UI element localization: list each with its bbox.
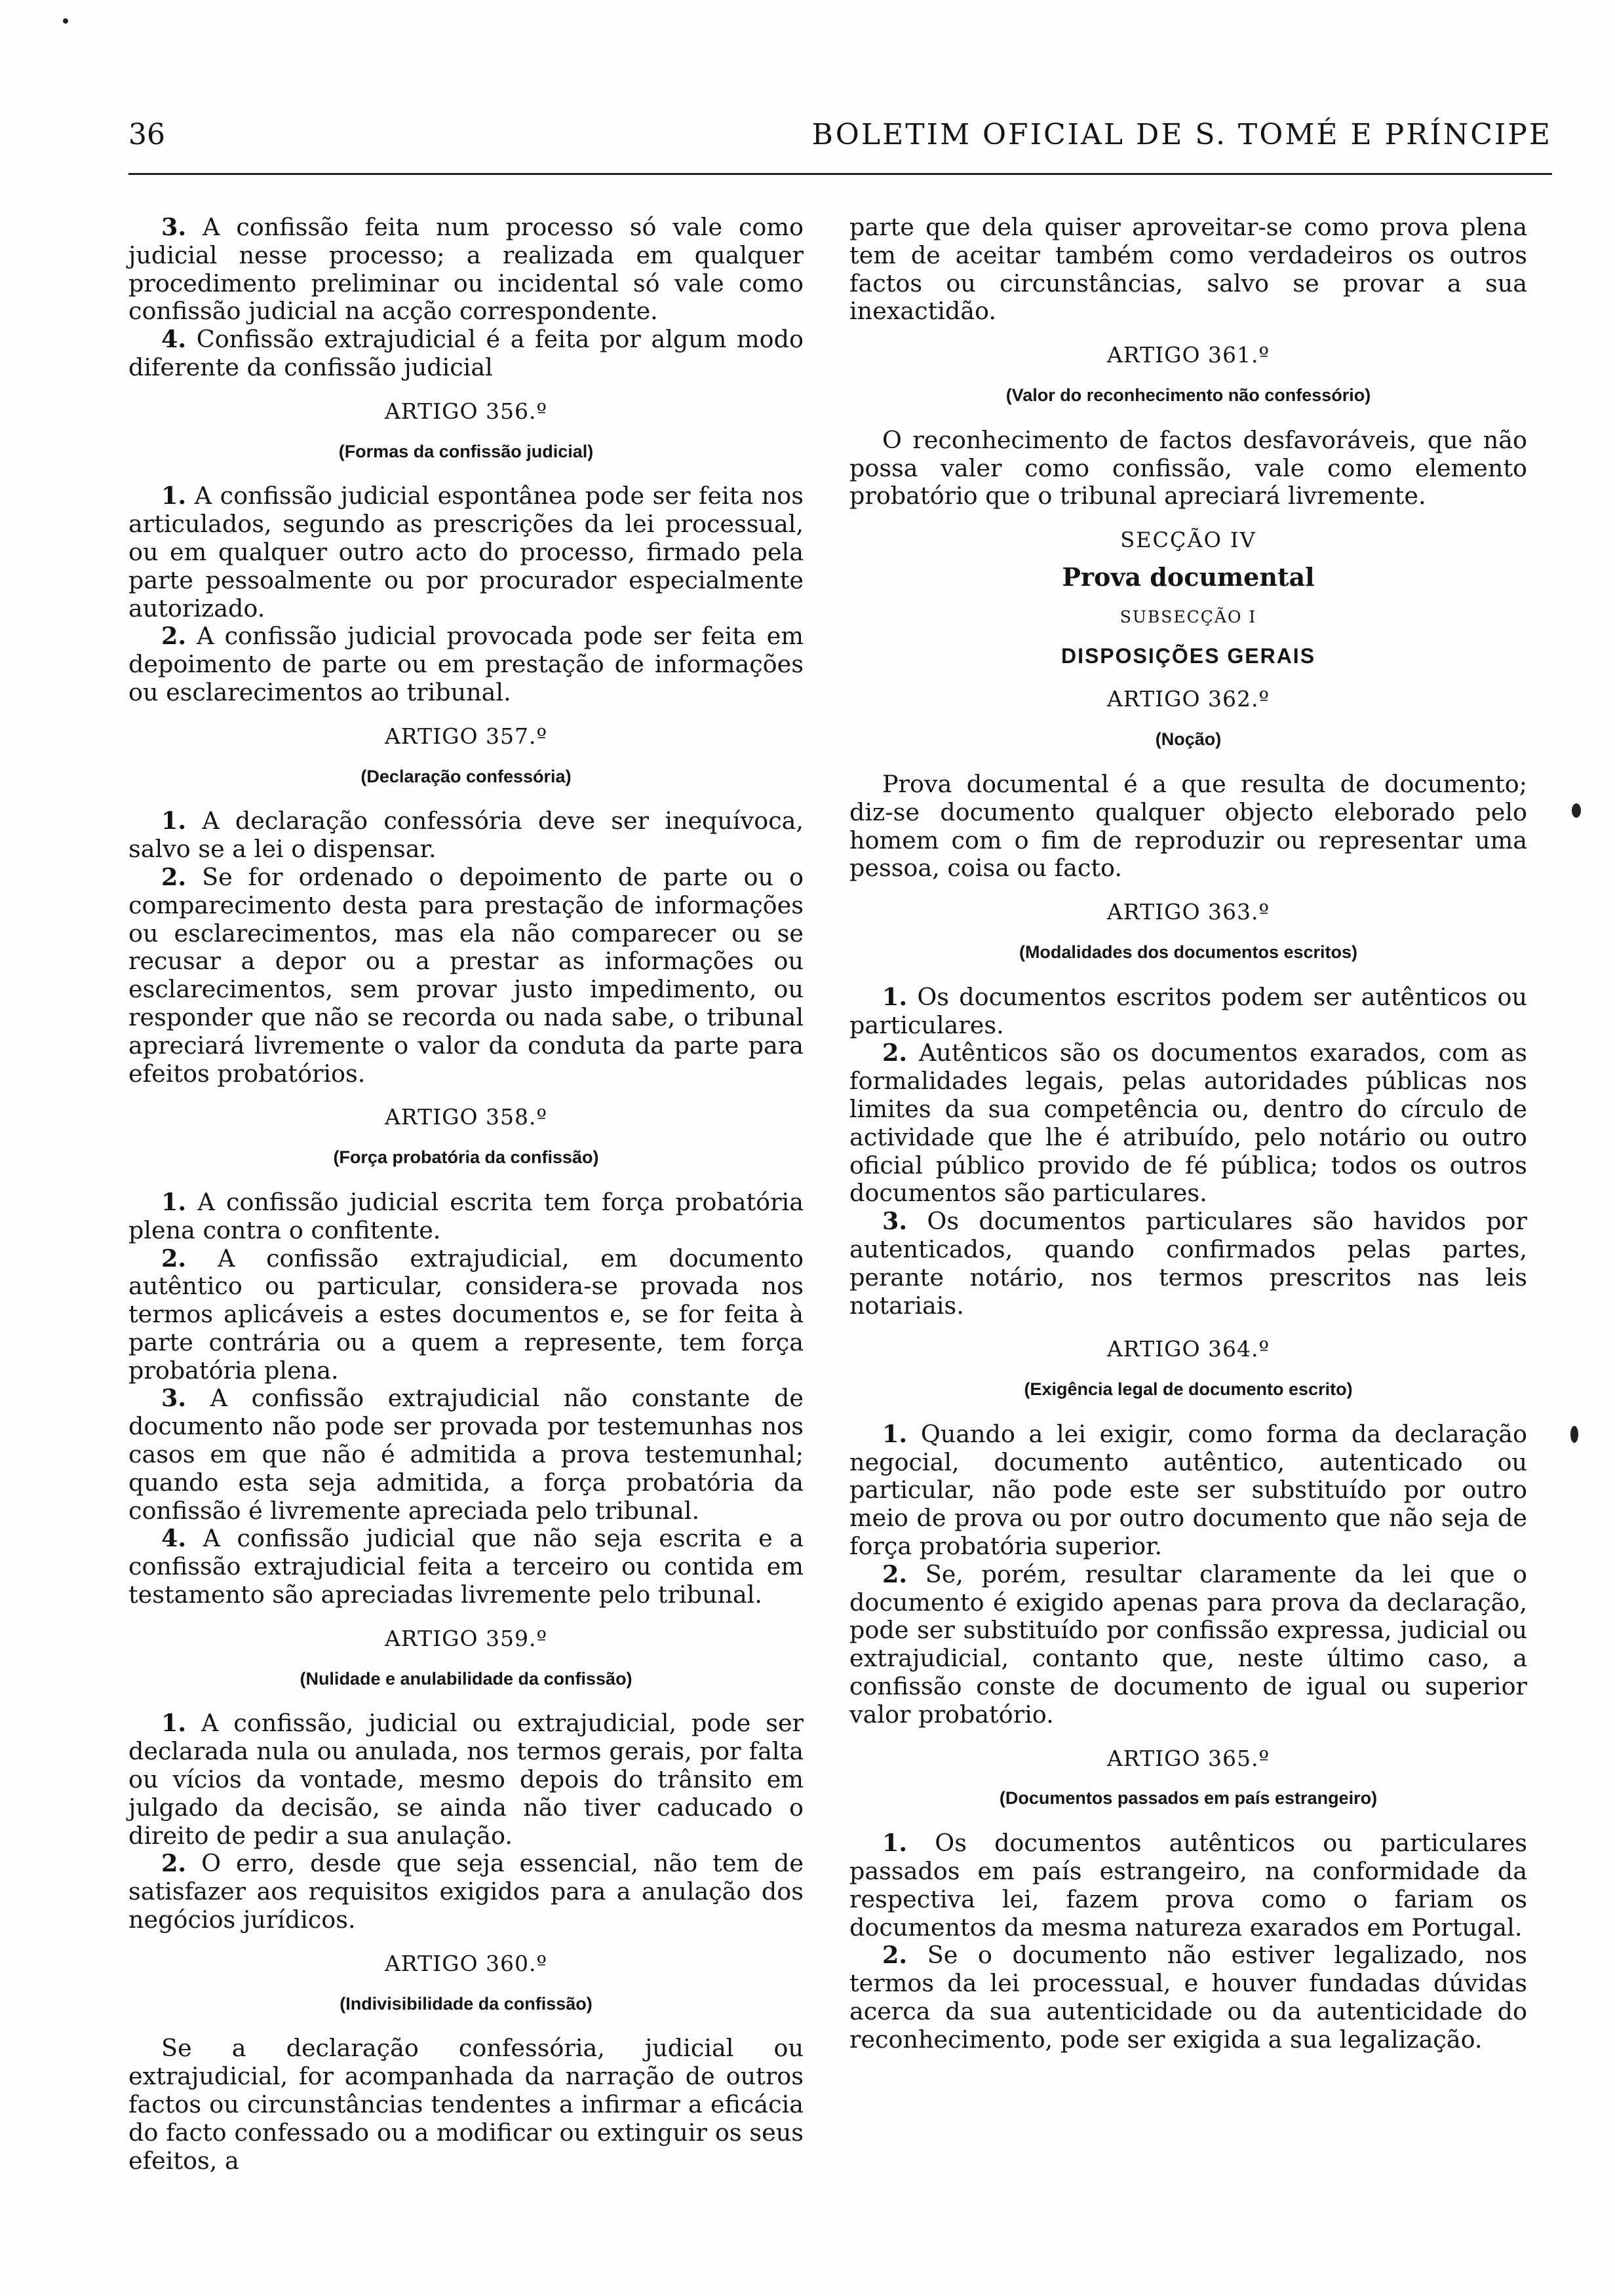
paragraph: 4. Confissão extrajudicial é a feita por algum modo diferente da confissão judicial bbox=[128, 325, 804, 381]
scan-speck bbox=[63, 18, 68, 24]
article-heading: ARTIGO 358.º bbox=[384, 1104, 548, 1130]
paragraph: 1. Quando a lei exigir, como forma da declaração negocial, documento autêntico, autenticado ou particular, não pode este ser substituído por outro meio de prova ou por outro documento que não seja de força probatória superior. bbox=[849, 1419, 1527, 1561]
paragraph: 2. Autênticos são os documentos exarados, com as formalidades legais, pelas autoridades públicas nos limites da sua competência ou, dentro do círculo de actividade que lhe é atribuído, pelo notário ou outro oficial público provido de fé pública; todos os outros documentos são particulares. bbox=[849, 1039, 1527, 1208]
paragraph: 2. O erro, desde que seja essencial, não tem de satisfazer aos requisitos exigidos para a anulação dos negócios jurídicos. bbox=[128, 1849, 804, 1934]
section-heading: SECÇÃO IV bbox=[1120, 527, 1256, 553]
article-title: (Indivisibilidade da confissão) bbox=[340, 1993, 593, 2014]
paragraph: 2. Se, porém, resultar claramente da lei que o documento é exigido apenas para prova da declaração, pode ser substituído por confissão expressa, judicial ou extrajudicial, contanto que, neste último caso, a confissão conste de documento de igual ou superior valor probatório. bbox=[849, 1559, 1527, 1729]
article-title: (Formas da confissão judicial) bbox=[338, 441, 594, 461]
paragraph: 3. A confissão extrajudicial não constante de documento não pode ser provada por testemunhas nos casos em que não é admitida a prova testemunhal; quando esta seja admitida, a força probatória da confissão é livremente apreciada pelo tribunal. bbox=[128, 1384, 804, 1525]
page-header bbox=[128, 115, 1552, 155]
paragraph: 1. A confissão judicial espontânea pode ser feita nos articulados, segundo as prescrições da lei processual, ou em qualquer outro acto do processo, firmado pela parte pessoalmente ou por procurador especialmente autorizado. bbox=[128, 482, 804, 622]
article-title: (Modalidades dos documentos escritos) bbox=[1019, 942, 1358, 962]
header-rule bbox=[128, 173, 1552, 175]
paragraph: 3. Os documentos particulares são havidos por autenticados, quando confirmados pelas partes, perante notário, nos termos prescritos nas leis notariais. bbox=[849, 1207, 1527, 1320]
article-heading: ARTIGO 359.º bbox=[384, 1625, 548, 1651]
article-heading: ARTIGO 360.º bbox=[384, 1950, 548, 1976]
paragraph: 2. A confissão judicial provocada pode ser feita em depoimento de parte ou em prestação de informações ou esclarecimentos ao tribunal. bbox=[128, 622, 804, 706]
article-heading: ARTIGO 357.º bbox=[384, 723, 548, 749]
article-title: (Nulidade e anulabilidade da confissão) bbox=[300, 1668, 632, 1689]
paragraph: 1. A confissão, judicial ou extrajudicial, pode ser declarada nula ou anulada, nos termos gerais, por falta ou vícios da vontade, mesmo depois do trânsito em julgado da decisão, se ainda não tiver caducado o direito de pedir a sua anulação. bbox=[128, 1709, 804, 1850]
article-heading: ARTIGO 361.º bbox=[1106, 342, 1270, 368]
scan-speck bbox=[1570, 1426, 1578, 1443]
article-title: (Valor do reconhecimento não confessório) bbox=[1005, 385, 1371, 405]
article-heading: ARTIGO 362.º bbox=[1106, 686, 1270, 712]
paragraph: 1. Os documentos escritos podem ser autênticos ou particulares. bbox=[849, 982, 1527, 1039]
article-heading: ARTIGO 363.º bbox=[1106, 899, 1270, 925]
right-column bbox=[849, 214, 1527, 2054]
paragraph: 4. A confissão judicial que não seja escrita e a confissão extrajudicial feita a terceiro ou contida em testamento são apreciadas livremente pelo tribunal. bbox=[128, 1524, 804, 1609]
page-number: 36 bbox=[128, 118, 165, 151]
article-title: (Noção) bbox=[1155, 729, 1222, 750]
paragraph: 1. A declaração confessória deve ser inequívoca, salvo se a lei o dispensar. bbox=[128, 807, 804, 864]
subsection-heading: SUBSECÇÃO I bbox=[1119, 607, 1257, 626]
article-title: (Força probatória da confissão) bbox=[333, 1147, 599, 1168]
paragraph: Se a declaração confessória, judicial ou extrajudicial, for acompanhada da narração de outros factos ou circunstâncias tendentes a infirmar a eficácia do facto confessado ou a modificar ou extinguir os seus efeitos, a bbox=[128, 2034, 804, 2175]
paragraph: O reconhecimento de factos desfavoráveis, que não possa valer como confissão, vale como elemento probatório que o tribunal apreciará livremente. bbox=[849, 425, 1527, 510]
subsection-title: DISPOSIÇÕES GERAIS bbox=[1060, 643, 1316, 668]
article-heading: ARTIGO 356.º bbox=[384, 398, 548, 424]
article-title: (Documentos passados em país estrangeiro) bbox=[999, 1788, 1378, 1808]
article-heading: ARTIGO 364.º bbox=[1106, 1336, 1270, 1362]
paragraph: 1. Os documentos autênticos ou particulares passados em país estrangeiro, na conformidade da respectiva lei, fazem prova como o fariam os documentos da mesma natureza exarados em Portugal. bbox=[849, 1829, 1527, 1942]
paragraph: 2. Se o documento não estiver legalizado, nos termos da lei processual, e houver fundadas dúvidas acerca da sua autenticidade ou da autenticidade do reconhecimento, pode ser exigida a sua legalização. bbox=[849, 1941, 1528, 2054]
scan-speck bbox=[1572, 803, 1581, 818]
paragraph-continuation: parte que dela quiser aproveitar-se como prova plena tem de aceitar também como verdadeiros os outros factos ou circunstâncias, salvo se provar a sua inexactidão. bbox=[849, 213, 1527, 326]
left-column bbox=[128, 214, 804, 2175]
journal-title: BOLETIM OFICIAL DE S. TOMÉ E PRÍNCIPE bbox=[811, 118, 1552, 151]
paragraph: 2. A confissão extrajudicial, em documento autêntico ou particular, considera-se provada nos termos aplicáveis a estes documentos e, se for feita à parte contrária ou a quem a represente, tem força probatória plena. bbox=[128, 1244, 804, 1385]
paragraph: 2. Se for ordenado o depoimento de parte ou o comparecimento desta para prestação de informações ou esclarecimentos, mas ela não comparecer ou se recusar a depor ou a prestar as informações ou esclarecimentos, sem provar justo impedimento, ou responder que não se recorda ou nada sabe, o tribunal apreciará livremente o valor da conduta da parte para efeitos probatórios. bbox=[128, 862, 804, 1088]
paragraph: Prova documental é a que resulta de documento; diz-se documento qualquer objecto eleborado pelo homem com o fim de reproduzir ou representar uma pessoa, coisa ou facto. bbox=[849, 769, 1527, 883]
article-heading: ARTIGO 365.º bbox=[1106, 1745, 1270, 1771]
article-title: (Exigência legal de documento escrito) bbox=[1024, 1379, 1353, 1400]
article-title: (Declaração confessória) bbox=[360, 766, 572, 786]
paragraph: 3. A confissão feita num processo só vale como judicial nesse processo; a realizada em qualquer procedimento preliminar ou incidental só vale como confissão judicial na acção correspondente. bbox=[128, 213, 804, 326]
section-title: Prova documental bbox=[1062, 562, 1315, 592]
paragraph: 1. A confissão judicial escrita tem força probatória plena contra o confitente. bbox=[128, 1187, 804, 1244]
